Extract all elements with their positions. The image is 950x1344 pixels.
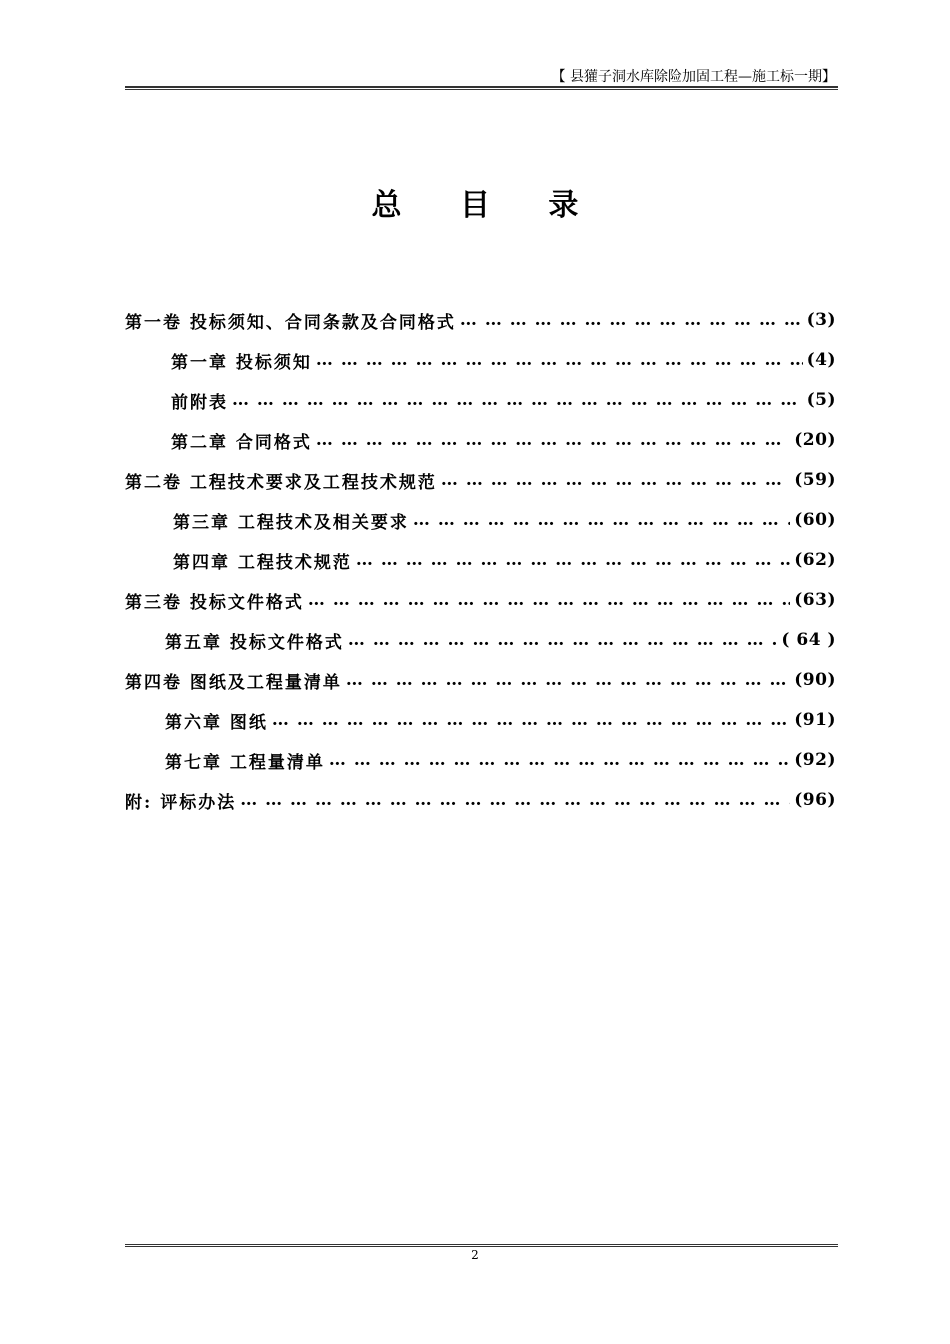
toc-entry-volume-4[interactable] [125,660,836,700]
toc-entry-page: (4) [806,350,836,370]
toc-dot-leader [272,710,790,730]
toc-entry-label: 第四章 工程技术规范 [173,552,352,573]
toc-entry-label: 第三章 工程技术及相关要求 [173,512,409,533]
toc-dot-leader [441,470,790,490]
toc-entry-page: (60) [794,510,836,530]
toc-entry-page: ( 64 ) [781,630,836,650]
toc-entry-label: 第四卷 图纸及工程量清单 [125,672,342,693]
toc-entry-volume-3[interactable] [125,580,836,620]
running-header: 【 县獾子洞水库除险加固工程—施工标一期】 [551,69,836,85]
header-divider [125,86,838,90]
toc-entry-label: 前附表 [171,392,228,413]
toc-dot-leader [413,510,790,530]
toc-entry-page: (90) [794,670,836,690]
toc-dot-leader [346,670,790,690]
toc-dot-leader [460,310,803,330]
toc-entry-label: 附: 评标办法 [125,792,237,813]
toc-entry-appendix-evaluation[interactable] [125,780,836,820]
toc-entry-volume-1[interactable] [125,300,836,340]
page-number: 2 [471,1248,479,1262]
toc-entry-chapter-5[interactable] [125,620,836,660]
toc-entry-chapter-4[interactable] [125,540,836,580]
toc-entry-page: (59) [794,470,836,490]
toc-dot-leader [356,550,790,570]
toc-entry-page: (92) [794,750,836,770]
page-title: 总 目 录 [371,188,603,223]
toc-entry-page: (63) [794,590,836,610]
toc-entry-label: 第二章 合同格式 [171,432,312,453]
toc-entry-page: (3) [806,310,836,330]
toc-entry-chapter-6[interactable] [125,700,836,740]
toc-entry-label: 第三卷 投标文件格式 [125,592,304,613]
toc-entry-page: (96) [794,790,836,810]
toc-entry-label: 第一卷 投标须知、合同条款及合同格式 [125,312,456,333]
toc-entry-label: 第六章 图纸 [165,712,268,733]
toc-entry-chapter-1[interactable] [125,340,836,380]
toc-dot-leader [316,430,790,450]
toc-dot-leader [329,750,790,770]
toc-entry-page: (91) [794,710,836,730]
toc-entry-label: 第七章 工程量清单 [165,752,325,773]
toc-dot-leader [316,350,803,370]
toc-entry-page: (5) [806,390,836,410]
toc-dot-leader [240,790,790,810]
toc-dot-leader [232,390,803,410]
toc-entry-chapter-7[interactable] [125,740,836,780]
toc-entry-appendix-table[interactable] [125,380,836,420]
toc-entry-page: (20) [794,430,836,450]
toc-dot-leader [308,590,790,610]
toc-entry-chapter-3[interactable] [125,500,836,540]
footer-divider [125,1244,838,1247]
toc-entry-label: 第二卷 工程技术要求及工程技术规范 [125,472,437,493]
toc-entry-page: (62) [794,550,836,570]
toc-entry-label: 第一章 投标须知 [171,352,312,373]
toc-entry-label: 第五章 投标文件格式 [165,632,344,653]
toc-entry-chapter-2[interactable] [125,420,836,460]
table-of-contents [125,300,836,820]
toc-dot-leader [348,630,777,650]
toc-entry-volume-2[interactable] [125,460,836,500]
